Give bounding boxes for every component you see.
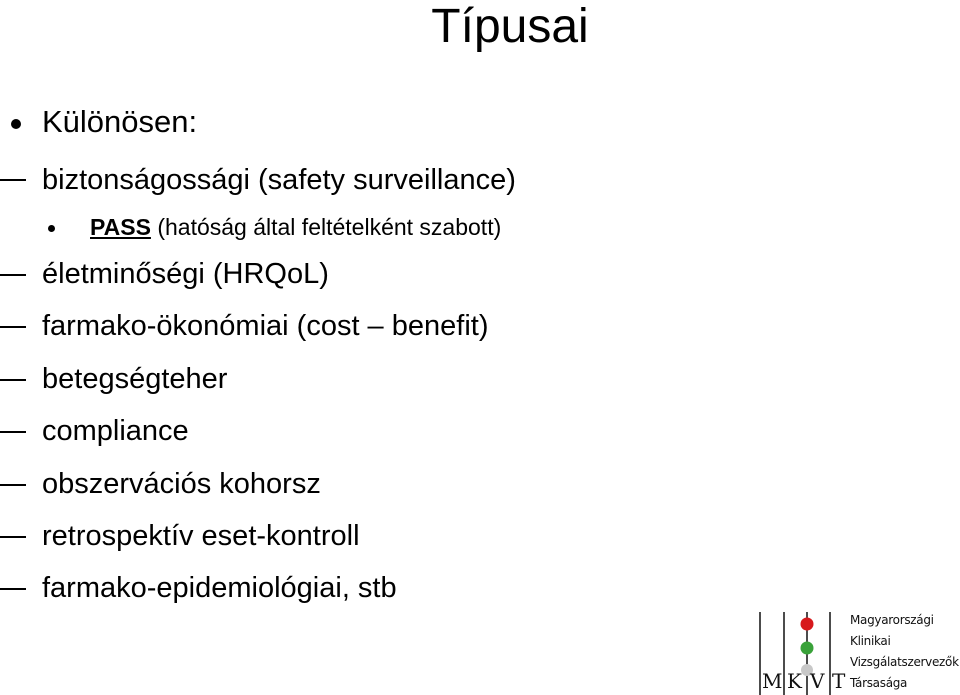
list-item-text: betegségteher <box>42 363 228 395</box>
pass-abbreviation: PASS <box>90 214 151 240</box>
list-item-text: biztonságossági (safety surveillance) <box>42 164 516 196</box>
bullet-dot-icon <box>11 119 21 129</box>
logo-organization-name <box>850 610 960 694</box>
logo-line: Társasága <box>850 676 908 690</box>
dash-icon <box>0 588 26 590</box>
dash-icon <box>0 379 26 381</box>
pass-description: (hatóság által feltételként szabott) <box>150 214 502 240</box>
list-item-text: compliance <box>42 415 189 447</box>
dash-icon <box>0 536 26 538</box>
slide-title <box>0 0 960 54</box>
list-item-text: obszervációs kohorsz <box>42 468 321 500</box>
logo-line: Magyarországi <box>850 613 934 627</box>
list-item-text: retrospektív eset-kontroll <box>42 520 360 552</box>
list-item-text: életminőségi (HRQoL) <box>42 258 329 290</box>
logo-letter-t: T <box>832 669 846 693</box>
slide-title-text: Típusai <box>431 0 589 53</box>
dash-icon <box>0 484 26 486</box>
dash-icon <box>0 326 26 328</box>
sub-list-item-text <box>90 212 501 242</box>
dash-icon <box>0 274 26 276</box>
mkvt-logo <box>758 606 960 695</box>
logo-letter-m: M <box>762 669 783 693</box>
logo-letter-v: V <box>810 669 825 693</box>
mkvt-logo-mark-icon <box>758 608 846 695</box>
intro-text: Különösen: <box>42 104 198 139</box>
list-item-text: farmako-epidemiológiai, stb <box>42 572 397 604</box>
logo-letter-k: K <box>787 669 802 693</box>
dash-icon <box>0 179 26 181</box>
dash-icon <box>0 431 26 433</box>
list-item-text: farmako-ökonómiai (cost – benefit) <box>42 310 489 342</box>
small-bullet-icon <box>48 225 55 232</box>
logo-line: Vizsgálatszervezők <box>850 655 959 669</box>
logo-line: Klinikai <box>850 634 891 648</box>
